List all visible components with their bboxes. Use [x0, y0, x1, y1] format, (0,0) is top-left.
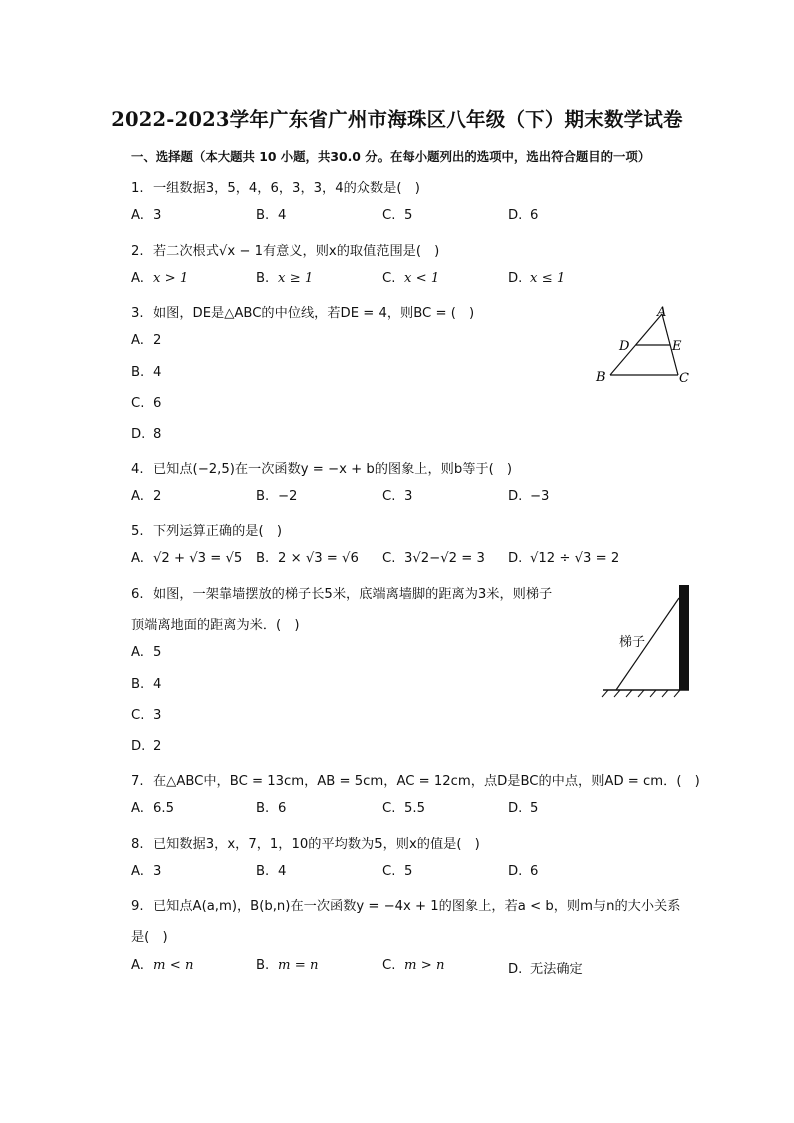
option-text: 6 [530, 864, 539, 879]
option-letter: D. [508, 489, 523, 504]
option-text: 2 [153, 739, 162, 754]
option-letter: A. [131, 551, 144, 566]
option-text: 4 [153, 677, 162, 692]
option-text: −2 [278, 489, 298, 504]
question-7 [131, 770, 700, 789]
option-letter: C. [382, 489, 396, 504]
option-text: 5 [153, 645, 162, 660]
question-text: 已知数据3，x，7，1，10的平均数为5，则x的值是( ) [153, 837, 480, 852]
q9-option-b[interactable] [256, 958, 318, 973]
q7-option-d[interactable] [508, 801, 538, 816]
question-text: 在△ABC中，BC = 13cm，AB = 5cm，AC = 12cm，点D是BC的中点，则AD = cm．( ) [153, 774, 700, 789]
q4-option-c[interactable] [382, 489, 412, 504]
label-b: B [596, 370, 606, 385]
q7-option-c[interactable] [382, 801, 425, 816]
q9-option-d[interactable] [508, 958, 583, 977]
q5-option-c[interactable] [382, 551, 485, 566]
option-text: 3 [404, 489, 413, 504]
option-letter: A. [131, 864, 144, 879]
q7-option-a[interactable] [131, 801, 174, 816]
q6-option-c[interactable] [131, 708, 161, 723]
option-letter: C. [131, 396, 145, 411]
question-8 [131, 833, 480, 852]
option-text: 4 [153, 365, 162, 380]
option-text: x ≥ 1 [278, 271, 314, 286]
option-text: 5 [404, 208, 413, 223]
option-letter: A. [131, 958, 144, 973]
q8-option-a[interactable] [131, 864, 161, 879]
question-2 [131, 240, 439, 259]
question-text: 一组数据3，5，4，6，3，3，4的众数是( ) [153, 181, 420, 196]
q3-option-d[interactable] [131, 427, 161, 442]
option-letter: B. [256, 551, 270, 566]
q3-option-a[interactable] [131, 333, 161, 348]
option-text: x > 1 [153, 271, 189, 286]
q8-option-b[interactable] [256, 864, 286, 879]
q9-option-c[interactable] [382, 958, 444, 973]
option-text: m < n [153, 958, 194, 973]
option-letter: D. [508, 551, 523, 566]
label-c: C [679, 371, 689, 386]
option-letter: D. [508, 801, 523, 816]
question-text: 如图，DE是△ABC的中位线，若DE = 4，则BC = ( ) [153, 306, 475, 321]
option-text: 5 [530, 801, 539, 816]
option-text: 6 [530, 208, 539, 223]
option-letter: B. [131, 677, 145, 692]
label-a: A [657, 305, 667, 320]
q3-option-b[interactable] [131, 365, 161, 380]
option-text: m > n [404, 958, 445, 973]
option-letter: A. [131, 333, 144, 348]
option-text: 4 [278, 864, 287, 879]
wall [679, 585, 689, 690]
option-letter: A. [131, 489, 144, 504]
q6-option-d[interactable] [131, 739, 161, 754]
option-text: √12 ÷ √3 = 2 [530, 551, 620, 566]
question-number: 1. [131, 181, 144, 196]
option-letter: A. [131, 645, 144, 660]
q9-option-a[interactable] [131, 958, 193, 973]
option-letter: B. [256, 208, 270, 223]
triangle-figure [588, 300, 698, 390]
option-letter: D. [131, 427, 146, 442]
question-text: 已知点A(a,m)，B(b,n)在一次函数y = −4x + 1的图象上，若a < b，则m与n的大小关系 [153, 899, 681, 914]
option-text: x ≤ 1 [530, 271, 566, 286]
option-text: 3 [153, 708, 162, 723]
q6-option-b[interactable] [131, 677, 161, 692]
q1-option-b[interactable] [256, 208, 286, 223]
option-letter: A. [131, 271, 144, 286]
option-text: 5.5 [404, 801, 425, 816]
option-letter: D. [508, 962, 523, 977]
option-letter: D. [131, 739, 146, 754]
question-number: 5. [131, 524, 144, 539]
option-text: 2 [153, 489, 162, 504]
question-1 [131, 177, 420, 196]
option-letter: D. [508, 271, 523, 286]
q8-option-c[interactable] [382, 864, 412, 879]
option-text: 3 [153, 208, 162, 223]
option-text: 2 [153, 333, 162, 348]
q4-option-d[interactable] [508, 489, 549, 504]
option-letter: A. [131, 208, 144, 223]
question-9 [131, 895, 680, 914]
question-number: 8. [131, 837, 144, 852]
label-d: D [619, 339, 630, 354]
option-text: 8 [153, 427, 162, 442]
option-letter: B. [256, 271, 270, 286]
q1-option-a[interactable] [131, 208, 161, 223]
q8-option-d[interactable] [508, 864, 538, 879]
option-letter: B. [256, 801, 270, 816]
option-letter: B. [256, 958, 270, 973]
question-number: 4. [131, 462, 144, 477]
q3-option-c[interactable] [131, 396, 161, 411]
option-text: 3√2−√2 = 3 [404, 551, 485, 566]
q6-option-a[interactable] [131, 645, 161, 660]
ladder-figure [598, 582, 698, 700]
option-letter: D. [508, 208, 523, 223]
q1-option-c[interactable] [382, 208, 412, 223]
option-text: 4 [278, 208, 287, 223]
option-text: 无法确定 [530, 962, 583, 977]
option-text: 2 × √3 = √6 [278, 551, 359, 566]
question-text: 下列运算正确的是( ) [153, 524, 282, 539]
question-5 [131, 520, 282, 539]
ladder-label: 梯子 [619, 635, 646, 650]
question-4 [131, 458, 512, 477]
option-text: 3 [153, 864, 162, 879]
option-text: 6 [153, 396, 162, 411]
option-letter: C. [382, 271, 396, 286]
option-letter: D. [508, 864, 523, 879]
option-letter: A. [131, 801, 144, 816]
question-6-continued: 顶端离地面的距离为米．( ) [131, 618, 300, 633]
option-text: x < 1 [404, 271, 440, 286]
option-text: 5 [404, 864, 413, 879]
option-letter: B. [256, 864, 270, 879]
option-letter: C. [382, 551, 396, 566]
q1-option-d[interactable] [508, 208, 538, 223]
option-letter: C. [382, 864, 396, 879]
question-number: 3. [131, 306, 144, 321]
option-letter: C. [382, 958, 396, 973]
q4-option-b[interactable] [256, 489, 297, 504]
question-text: 如图，一架靠墙摆放的梯子长5米，底端离墙脚的距离为3米，则梯子 [153, 587, 553, 602]
question-text: 若二次根式√x − 1有意义，则x的取值范围是( ) [153, 244, 440, 259]
option-text: 6.5 [153, 801, 174, 816]
option-letter: C. [382, 801, 396, 816]
option-letter: C. [131, 708, 145, 723]
question-number: 6. [131, 587, 144, 602]
question-number: 7. [131, 774, 144, 789]
q2-option-d[interactable] [508, 271, 565, 286]
option-letter: C. [382, 208, 396, 223]
option-text: −3 [530, 489, 550, 504]
question-text: 已知点(−2,5)在一次函数y = −x + b的图象上，则b等于( ) [153, 462, 513, 477]
question-number: 2. [131, 244, 144, 259]
section-heading: 一、选择题（本大题共 10 小题，共30.0 分。在每小题列出的选项中，选出符合题目的一项） [131, 149, 651, 164]
q4-option-a[interactable] [131, 489, 161, 504]
question-3 [131, 302, 474, 321]
question-9-continued: 是( ) [131, 930, 168, 945]
q5-option-d[interactable] [508, 551, 619, 566]
option-letter: B. [256, 489, 270, 504]
q2-option-c[interactable] [382, 271, 439, 286]
question-6 [131, 583, 552, 602]
option-text: √2 + √3 = √5 [153, 551, 243, 566]
label-e: E [672, 339, 682, 354]
option-text: m = n [278, 958, 319, 973]
question-number: 9. [131, 899, 144, 914]
ground-hatching [602, 690, 680, 697]
q5-option-b[interactable] [256, 551, 359, 566]
q5-option-a[interactable] [131, 551, 242, 566]
option-text: 6 [278, 801, 287, 816]
option-letter: B. [131, 365, 145, 380]
exam-title: 2022-2023学年广东省广州市海珠区八年级（下）期末数学试卷 [111, 108, 683, 131]
q7-option-b[interactable] [256, 801, 286, 816]
q2-option-b[interactable] [256, 271, 313, 286]
q2-option-a[interactable] [131, 271, 188, 286]
